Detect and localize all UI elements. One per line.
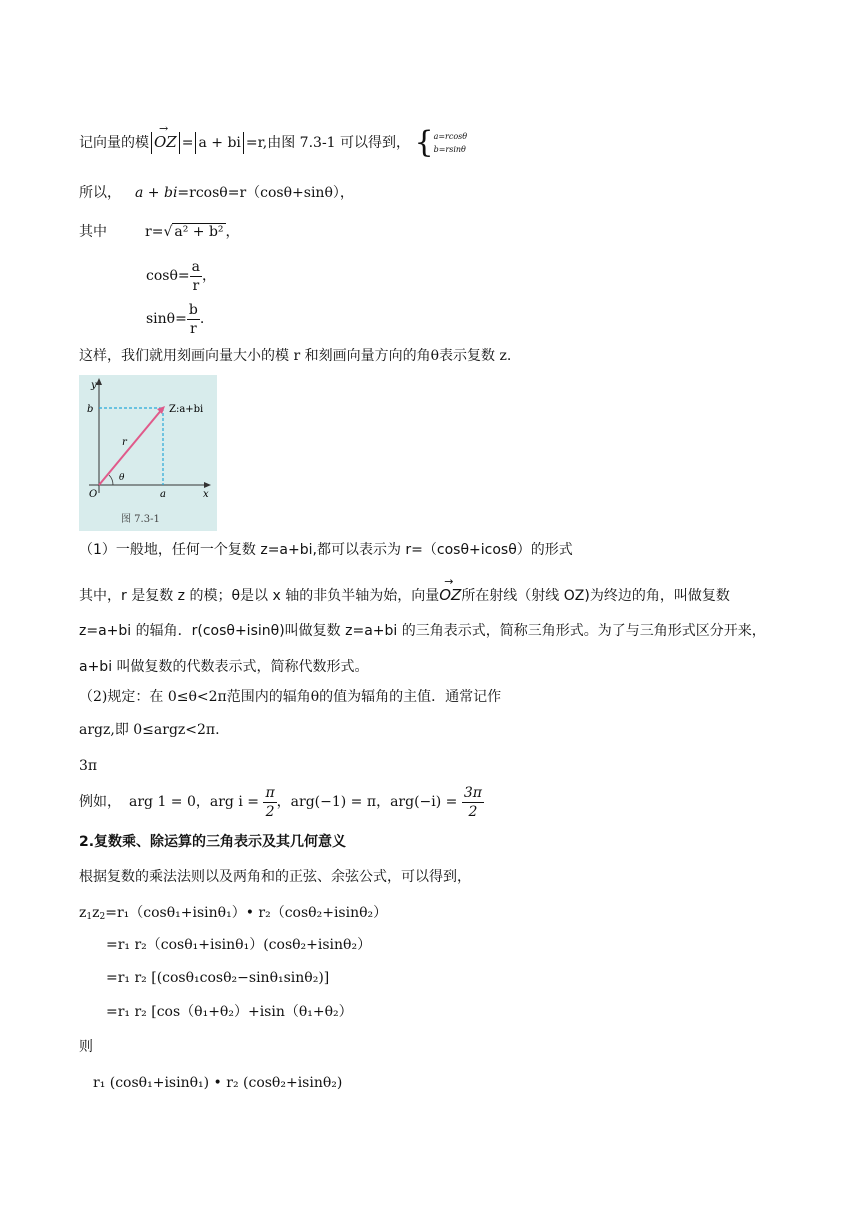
- x-axis-label: x: [203, 489, 209, 500]
- cos-fraction: $\frac{a}{r}$: [191, 258, 200, 294]
- origin-label: O: [89, 489, 98, 500]
- trig-form-line: 所以， a + bi=rcosθ=r（cosθ+sinθ），: [79, 185, 354, 201]
- equation-4: =r₁ r₂ [cos（θ₁+θ₂）+isin（θ₁+θ₂）: [106, 1004, 353, 1020]
- stray-3pi: 3π: [79, 758, 98, 774]
- trig-form-definition: z=a+bi 的辐角．r(cosθ+isinθ)叫做复数 z=a+bi 的三角表示式，简称三角形式。为了与三角形式区分开来，: [79, 623, 766, 639]
- derivation-intro: 根据复数的乘法法则以及两角和的正弦、余弦公式，可以得到，: [79, 869, 471, 885]
- vector-oz-inline: → OZ: [439, 585, 461, 605]
- sin-fraction: $\frac{b}{r}$: [188, 301, 198, 337]
- summary-line: 这样，我们就用刻画向量大小的模 r 和刻画向量方向的角θ表示复数 z.: [79, 348, 512, 364]
- equation-3: =r₁ r₂ [(cosθ₁cosθ₂−sinθ₁sinθ₂)]: [106, 970, 330, 986]
- example-line: 例如， arg 1 = 0，arg i = $\frac{\pi}{2}$ ，arg(−1) = π，arg(−i) = $\frac{3\pi}{2}$: [79, 784, 482, 820]
- modulus-formula: 其中 r=√ a² + b² ，: [79, 224, 240, 240]
- pi-over-2: $\frac{\pi}{2}$: [265, 784, 275, 820]
- theta-label: θ: [119, 473, 125, 483]
- equation-2: =r₁ r₂（cosθ₁+isinθ₁）(cosθ₂+isinθ₂）: [106, 937, 372, 953]
- general-form-line: （1）一般地，任何一个复数 z=a+bi,都可以表示为 r=（cosθ+icosθ）的形式: [79, 542, 573, 558]
- modulus-line: 记向量的模→ OZ = a + bi =r,由图 7.3-1 可以得到， { a=rcosθ b=rsinθ: [79, 126, 467, 158]
- cos-formula: cosθ= $\frac{a}{r}$ ，: [146, 258, 216, 294]
- a-label: a: [160, 489, 166, 500]
- principal-value-rule: （2)规定：在 0≤θ<2π范围内的辐角θ的值为辐角的主值．通常记作: [79, 689, 502, 705]
- figure-caption: 图 7.3-1: [121, 514, 160, 525]
- three-pi-over-2: $\frac{3\pi}{2}$: [463, 784, 482, 820]
- sin-formula: sinθ= $\frac{b}{r}$ .: [146, 301, 205, 337]
- argument-definition: 其中，r 是复数 z 的模；θ是以 x 轴的非负半轴为始，向量→ OZ所在射线（射线 OZ)为终边的角，叫做复数: [79, 585, 730, 606]
- y-axis-label: y: [91, 380, 97, 391]
- equation-1: $z_1z_2=r_1(\cos\theta_1+isin\theta_1)•$ r₂（cosθ₂+isinθ₂）: [79, 905, 388, 922]
- algebraic-form-definition: a+bi 叫做复数的代数表示式，简称代数形式。: [79, 659, 369, 675]
- complex-plane-figure: [79, 375, 217, 531]
- then-label: 则: [79, 1039, 93, 1055]
- z-point-label: Z:a+bi: [169, 404, 204, 415]
- argz-range: argz,即 0≤argz<2π.: [79, 722, 220, 738]
- product-expression: r₁ (cosθ₁+isinθ₁) • r₂ (cosθ₂+isinθ₂): [93, 1075, 343, 1091]
- section-heading: 2.复数乘、除运算的三角表示及其几何意义: [79, 834, 347, 850]
- r-label: r: [122, 437, 127, 448]
- b-label: b: [87, 404, 94, 415]
- vector-oz: → OZ: [154, 126, 177, 158]
- complex-plane-diagram: [79, 375, 217, 531]
- equation-system: a=rcosθ b=rsinθ: [433, 132, 468, 154]
- system-brace: {: [414, 125, 434, 160]
